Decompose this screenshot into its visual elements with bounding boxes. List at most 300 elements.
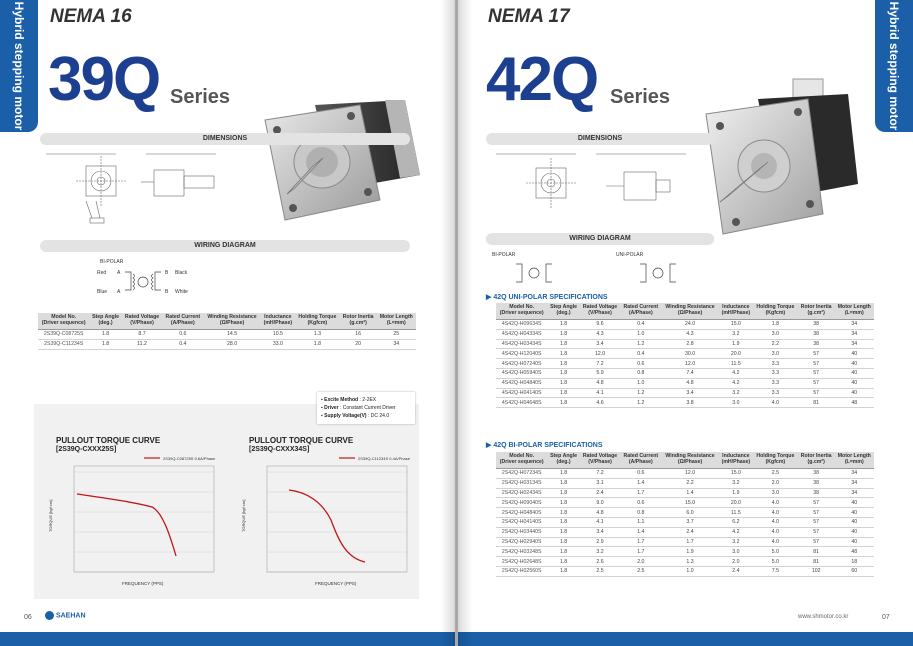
table-row — [496, 478, 874, 488]
table-cell: 57 — [798, 537, 835, 547]
table-cell: 34 — [835, 329, 874, 339]
col-header: Rated Voltage (V/Phase) — [580, 452, 621, 468]
table-cell: 1.2 — [620, 398, 661, 408]
series-word: Series — [610, 86, 671, 108]
motor-image — [255, 80, 425, 240]
table-cell: 40 — [835, 368, 874, 378]
table-cell: 0.4 — [620, 349, 661, 359]
col-header: Rated Voltage (V/Phase) — [580, 303, 621, 319]
table-cell: 4.8 — [661, 378, 718, 388]
table-row — [496, 488, 874, 498]
table-row — [496, 557, 874, 567]
table-row — [496, 468, 874, 478]
table-cell: 24.0 — [661, 319, 718, 329]
table-cell: 1.3 — [661, 557, 718, 567]
col-header: Rated Current (A/Phase) — [620, 303, 661, 319]
table-row — [496, 339, 874, 349]
table-cell: 4.3 — [580, 329, 621, 339]
table-cell: 1.7 — [620, 488, 661, 498]
left-page — [0, 0, 455, 646]
col-header: Rated Current (A/Phase) — [162, 313, 203, 329]
table-cell: 7.2 — [580, 359, 621, 369]
table-cell: 4.1 — [580, 388, 621, 398]
table-cell: 2.2 — [661, 478, 718, 488]
table-cell: 1.4 — [620, 527, 661, 537]
table-cell: 3.4 — [580, 339, 621, 349]
table-cell: 4.2 — [719, 368, 753, 378]
table-cell: 0.6 — [620, 468, 661, 478]
table-cell: 1.8 — [89, 339, 121, 349]
model-cell: 4S42Q-H04334S — [496, 329, 547, 339]
table-cell: 4.1 — [580, 517, 621, 527]
table-row — [496, 349, 874, 359]
table-cell: 1.8 — [547, 378, 579, 388]
table-cell: 4.6 — [580, 398, 621, 408]
table-row — [496, 517, 874, 527]
col-header: Step Angle (deg.) — [89, 313, 121, 329]
table-cell: 38 — [798, 488, 835, 498]
table-cell: 4.8 — [580, 508, 621, 518]
table-row — [496, 329, 874, 339]
table-cell: 1.8 — [547, 537, 579, 547]
table-row — [496, 398, 874, 408]
model-cell: 2S42Q-H07234S — [496, 468, 547, 478]
table-cell: 15.0 — [719, 468, 753, 478]
table-cell: 81 — [798, 547, 835, 557]
wire-bbar-label: B — [165, 289, 169, 295]
wire-red-label: Red — [97, 270, 107, 276]
table-cell: 3.1 — [580, 478, 621, 488]
table-cell: 3.2 — [719, 537, 753, 547]
note-item: ▪ Supply Voltage(V) : DC 24.0 — [321, 413, 390, 419]
table-cell: 25 — [377, 329, 416, 339]
model-cell: 2S42Q-H09040S — [496, 498, 547, 508]
table-cell: 7.4 — [661, 368, 718, 378]
table-row — [496, 368, 874, 378]
table-cell: 1.9 — [661, 547, 718, 557]
table-cell: 30.0 — [661, 349, 718, 359]
table-cell: 57 — [798, 359, 835, 369]
table-cell: 20.0 — [719, 349, 753, 359]
side-tab-right — [875, 0, 913, 132]
wiring-bar: WIRING DIAGRAM — [486, 233, 714, 245]
table-cell: 0.8 — [620, 368, 661, 378]
table-row — [496, 508, 874, 518]
table-cell: 1.2 — [620, 339, 661, 349]
wiring-diagram — [490, 250, 730, 290]
table-cell: 12.0 — [580, 349, 621, 359]
table-row — [496, 359, 874, 369]
table-cell: 4.2 — [719, 378, 753, 388]
wire-white-label: White — [175, 289, 188, 295]
curve2-title: PULLOUT TORQUE CURVE — [249, 436, 354, 445]
drive-notes — [317, 392, 415, 424]
table-cell: 3.0 — [753, 349, 798, 359]
model-cell: 4S42Q-H09634S — [496, 319, 547, 329]
col-header: Rotor Inertia (g.cm²) — [340, 313, 377, 329]
table-cell: 40 — [835, 517, 874, 527]
table-cell: 0.4 — [162, 339, 203, 349]
curve1-subtitle: [2S39Q-CXXX25S] — [56, 446, 117, 453]
table-cell: 81 — [798, 398, 835, 408]
col-header: Step Angle (deg.) — [547, 303, 579, 319]
col-header: Holding Torque (Kgfcm) — [753, 303, 798, 319]
col-header: Inductance (mH/Phase) — [719, 452, 753, 468]
table-cell: 40 — [835, 537, 874, 547]
table-cell: 1.8 — [89, 329, 121, 339]
table-cell: 1.8 — [295, 339, 340, 349]
table-cell: 1.8 — [547, 566, 579, 576]
model-cell: 2S42Q-H03248S — [496, 547, 547, 557]
table-cell: 40 — [835, 359, 874, 369]
table-cell: 3.0 — [753, 329, 798, 339]
table-cell: 10.5 — [261, 329, 295, 339]
table-cell: 57 — [798, 378, 835, 388]
table-cell: 38 — [798, 329, 835, 339]
model-cell: 4S42Q-H05940S — [496, 368, 547, 378]
spec-table-bi — [496, 452, 874, 577]
model-cell: 4S42Q-H03434S — [496, 339, 547, 349]
table-cell: 3.8 — [661, 398, 718, 408]
table-cell: 34 — [835, 478, 874, 488]
table-row — [38, 329, 416, 339]
table-cell: 1.8 — [547, 398, 579, 408]
table-cell: 11.5 — [719, 359, 753, 369]
side-tab-label: Hybrid stepping motor — [12, 1, 26, 131]
table-cell: 3.4 — [580, 527, 621, 537]
table-cell: 1.9 — [719, 339, 753, 349]
table-cell: 4.0 — [753, 517, 798, 527]
model-cell: 2S39Q-C11234S — [38, 339, 89, 349]
table-cell: 2.6 — [580, 557, 621, 567]
table-cell: 4.0 — [753, 537, 798, 547]
table-cell: 20.0 — [719, 498, 753, 508]
wiring-diagram — [95, 256, 205, 300]
col-header: Rated Current (A/Phase) — [620, 452, 661, 468]
table-cell: 0.6 — [620, 498, 661, 508]
table-cell: 0.4 — [620, 319, 661, 329]
table-cell: 57 — [798, 349, 835, 359]
table-cell: 5.0 — [753, 557, 798, 567]
table-cell: 1.8 — [547, 478, 579, 488]
wire-abar-label: A — [117, 289, 121, 295]
table-row — [38, 339, 416, 349]
table-cell: 1.8 — [753, 319, 798, 329]
table-cell: 3.0 — [719, 398, 753, 408]
table-cell: 34 — [835, 319, 874, 329]
curve2-ylabel: TORQUE [kgf·cm] — [241, 499, 246, 532]
table-cell: 1.8 — [547, 527, 579, 537]
model-cell: 2S42Q-H03134S — [496, 478, 547, 488]
spec-table-39q — [38, 313, 416, 350]
table-cell: 3.4 — [661, 388, 718, 398]
table-cell: 40 — [835, 508, 874, 518]
table-cell: 57 — [798, 368, 835, 378]
side-tab-left — [0, 0, 38, 132]
table-cell: 2.0 — [620, 557, 661, 567]
col-header: Winding Resistance (Ω/Phase) — [203, 313, 260, 329]
table-row — [496, 498, 874, 508]
model-cell: 4S42Q-H04648S — [496, 398, 547, 408]
model-cell: 4S42Q-H12040S — [496, 349, 547, 359]
table-cell: 3.3 — [753, 368, 798, 378]
table-cell: 11.2 — [122, 339, 163, 349]
table-cell: 1.0 — [620, 378, 661, 388]
nema-title: NEMA 17 — [488, 6, 570, 27]
footer-bar-right — [458, 632, 913, 646]
table-cell: 57 — [798, 498, 835, 508]
table-cell: 0.6 — [620, 359, 661, 369]
table-cell: 2.0 — [719, 557, 753, 567]
uni-polar-title: ▶ 42Q UNI-POLAR SPECIFICATIONS — [486, 294, 608, 301]
table-cell: 3.2 — [580, 547, 621, 557]
table-cell: 1.8 — [547, 498, 579, 508]
note-item: ▪ Excite Method : 2-2EX — [321, 397, 377, 403]
table-cell: 15.0 — [719, 319, 753, 329]
model-cell: 4S42Q-H07240S — [496, 359, 547, 369]
table-cell: 4.0 — [753, 527, 798, 537]
table-cell: 1.8 — [547, 517, 579, 527]
curve2-subtitle: [2S39Q-CXXX34S] — [249, 446, 310, 453]
model-cell: 4S42Q-H04840S — [496, 378, 547, 388]
wiring-bipolar: BI-POLAR — [492, 252, 516, 258]
col-header: Holding Torque (Kgfcm) — [295, 313, 340, 329]
table-cell: 57 — [798, 508, 835, 518]
model-cell: 2S42Q-H03440S — [496, 527, 547, 537]
table-cell: 1.8 — [547, 468, 579, 478]
table-cell: 9.0 — [580, 498, 621, 508]
dimensions-drawing — [46, 146, 236, 228]
table-cell: 16 — [340, 329, 377, 339]
table-cell: 1.8 — [547, 349, 579, 359]
nema-title: NEMA 16 — [50, 6, 132, 27]
table-cell: 15.0 — [661, 498, 718, 508]
table-cell: 4.3 — [661, 329, 718, 339]
table-cell: 3.2 — [719, 478, 753, 488]
website-url[interactable]: www.shmotor.co.kr — [798, 614, 849, 620]
table-cell: 34 — [835, 339, 874, 349]
table-cell: 40 — [835, 498, 874, 508]
model-cell: 4S42Q-H04140S — [496, 388, 547, 398]
table-cell: 1.0 — [620, 329, 661, 339]
page-number-right: 07 — [882, 614, 890, 621]
spec-table-uni — [496, 303, 874, 408]
table-cell: 60 — [835, 566, 874, 576]
table-cell: 38 — [798, 319, 835, 329]
table-header-row — [496, 303, 874, 319]
table-cell: 38 — [798, 478, 835, 488]
table-cell: 20 — [340, 339, 377, 349]
table-cell: 3.0 — [719, 547, 753, 557]
table-cell: 81 — [798, 557, 835, 567]
series-code: 39Q — [48, 45, 160, 114]
table-cell: 1.8 — [547, 368, 579, 378]
table-row — [496, 566, 874, 576]
table-cell: 40 — [835, 378, 874, 388]
table-cell: 2.8 — [661, 339, 718, 349]
logo-text: SAEHAN — [55, 612, 86, 620]
wiring-bar: WIRING DIAGRAM — [40, 240, 410, 252]
model-cell: 2S42Q-H02648S — [496, 557, 547, 567]
table-cell: 1.7 — [620, 537, 661, 547]
note-item: ▪ Driver : Constant Current Driver — [321, 405, 396, 411]
table-cell: 2.5 — [580, 566, 621, 576]
table-cell: 2.4 — [719, 566, 753, 576]
curve1-legend: 2S39Q-C08725S 0.6A/Phase — [163, 456, 216, 461]
table-cell: 3.3 — [753, 388, 798, 398]
table-cell: 1.8 — [547, 508, 579, 518]
wire-a-label: A — [117, 270, 121, 276]
table-cell: 1.4 — [661, 488, 718, 498]
col-header: Winding Resistance (Ω/Phase) — [661, 452, 718, 468]
table-cell: 57 — [798, 517, 835, 527]
table-cell: 34 — [835, 488, 874, 498]
wire-b-label: B — [165, 270, 169, 276]
table-row — [496, 527, 874, 537]
col-header: Model No. (Driver sequence) — [496, 303, 547, 319]
wire-blue-label: Blue — [97, 289, 108, 295]
table-cell: 40 — [835, 349, 874, 359]
table-cell: 34 — [377, 339, 416, 349]
table-cell: 1.8 — [547, 339, 579, 349]
table-cell: 5.0 — [753, 547, 798, 557]
side-tab-label: Hybrid stepping motor — [887, 1, 901, 131]
right-page — [458, 0, 913, 646]
table-cell: 57 — [798, 388, 835, 398]
table-cell: 0.6 — [162, 329, 203, 339]
table-cell: 1.7 — [620, 547, 661, 557]
torque-curves-svg — [34, 452, 419, 599]
table-cell: 33.0 — [261, 339, 295, 349]
table-cell: 102 — [798, 566, 835, 576]
dimensions-bar: DIMENSIONS — [486, 133, 714, 145]
table-body — [496, 468, 874, 576]
table-row — [496, 319, 874, 329]
table-cell: 48 — [835, 547, 874, 557]
page-number-left: 06 — [24, 614, 32, 621]
table-cell: 3.7 — [661, 517, 718, 527]
col-header: Rotor Inertia (g.cm²) — [798, 303, 835, 319]
table-header-row — [38, 313, 416, 329]
curve2-xlabel: FREQUENCY (PPS) — [315, 581, 357, 586]
table-cell: 28.0 — [203, 339, 260, 349]
table-cell: 6.0 — [661, 508, 718, 518]
dimensions-bar: DIMENSIONS — [40, 133, 410, 145]
table-row — [496, 388, 874, 398]
wiring-type: BI-POLAR — [100, 259, 124, 265]
table-cell: 5.9 — [580, 368, 621, 378]
col-header: Rotor Inertia (g.cm²) — [798, 452, 835, 468]
table-body — [38, 329, 416, 349]
curve1-ylabel: TORQUE [kgf·cm] — [48, 499, 53, 532]
col-header: Inductance (mH/Phase) — [261, 313, 295, 329]
table-cell: 57 — [798, 527, 835, 537]
table-cell: 40 — [835, 388, 874, 398]
wiring-unipolar: UNI-POLAR — [616, 252, 644, 258]
col-header: Rated Voltage (V/Phase) — [122, 313, 163, 329]
book-gutter — [440, 0, 473, 646]
wire-black-label: Black — [175, 270, 188, 276]
model-cell: 2S42Q-H02560S — [496, 566, 547, 576]
curve2-legend: 2S39Q-C11234S 0.4A/Phase — [358, 456, 410, 461]
model-cell: 2S39Q-C08725S — [38, 329, 89, 339]
model-cell: 2S42Q-H04840S — [496, 508, 547, 518]
table-cell: 4.2 — [719, 527, 753, 537]
col-header: Model No. (Driver sequence) — [496, 452, 547, 468]
table-cell: 0.8 — [620, 508, 661, 518]
table-cell: 14.5 — [203, 329, 260, 339]
curve1-xlabel: FREQUENCY (PPS) — [122, 581, 164, 586]
table-cell: 1.3 — [295, 329, 340, 339]
table-cell: 1.8 — [547, 557, 579, 567]
col-header: Motor Length (L=mm) — [377, 313, 416, 329]
table-cell: 38 — [798, 339, 835, 349]
table-cell: 1.1 — [620, 517, 661, 527]
table-cell: 1.8 — [547, 319, 579, 329]
model-cell: 2S42Q-H02434S — [496, 488, 547, 498]
table-cell: 8.7 — [122, 329, 163, 339]
col-header: Motor Length (L=mm) — [835, 303, 874, 319]
table-body — [496, 319, 874, 407]
table-cell: 40 — [835, 527, 874, 537]
company-logo — [45, 611, 86, 620]
bi-polar-title: ▶ 42Q BI-POLAR SPECIFICATIONS — [486, 442, 603, 449]
table-cell: 1.8 — [547, 388, 579, 398]
table-cell: 2.5 — [620, 566, 661, 576]
series-word: Series — [170, 86, 231, 108]
table-cell: 38 — [798, 468, 835, 478]
table-cell: 1.4 — [620, 478, 661, 488]
col-header: Motor Length (L=mm) — [835, 452, 874, 468]
table-cell: 2.0 — [753, 478, 798, 488]
footer-bar-left — [0, 632, 455, 646]
col-header: Holding Torque (Kgfcm) — [753, 452, 798, 468]
table-cell: 1.7 — [661, 537, 718, 547]
table-cell: 3.2 — [719, 329, 753, 339]
table-cell: 1.8 — [547, 359, 579, 369]
table-cell: 3.3 — [753, 359, 798, 369]
table-cell: 9.6 — [580, 319, 621, 329]
table-cell: 4.8 — [580, 378, 621, 388]
table-cell: 4.0 — [753, 498, 798, 508]
table-header-row — [496, 452, 874, 468]
table-cell: 1.0 — [661, 566, 718, 576]
table-cell: 34 — [835, 468, 874, 478]
table-cell: 2.9 — [580, 537, 621, 547]
table-cell: 3.0 — [753, 488, 798, 498]
table-cell: 6.2 — [719, 517, 753, 527]
series-code: 42Q — [486, 45, 598, 114]
table-cell: 12.0 — [661, 359, 718, 369]
table-cell: 1.2 — [620, 388, 661, 398]
table-cell: 4.0 — [753, 508, 798, 518]
col-header: Inductance (mH/Phase) — [719, 303, 753, 319]
table-cell: 2.4 — [580, 488, 621, 498]
table-row — [496, 547, 874, 557]
table-cell: 48 — [835, 398, 874, 408]
table-cell: 12.0 — [661, 468, 718, 478]
curve1-title: PULLOUT TORQUE CURVE — [56, 436, 161, 445]
table-row — [496, 378, 874, 388]
table-cell: 1.8 — [547, 329, 579, 339]
logo-icon — [45, 611, 54, 620]
col-header: Winding Resistance (Ω/Phase) — [661, 303, 718, 319]
torque-curve-panel — [34, 404, 419, 599]
table-cell: 11.5 — [719, 508, 753, 518]
table-cell: 18 — [835, 557, 874, 567]
model-cell: 2S42Q-H04140S — [496, 517, 547, 527]
table-cell: 2.5 — [753, 468, 798, 478]
